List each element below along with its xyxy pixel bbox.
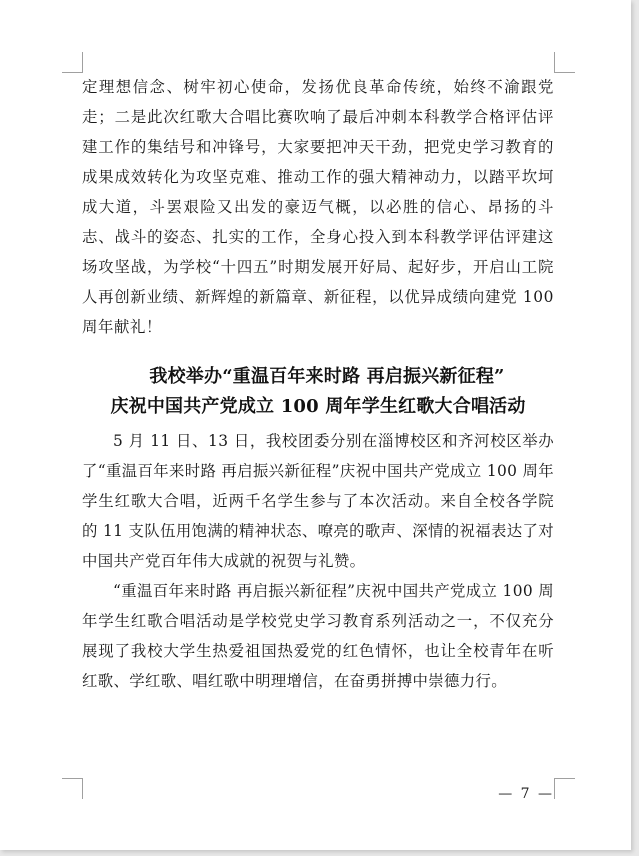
crop-mark-top-left: [62, 52, 83, 73]
body-paragraph-2: 5 月 11 日、13 日，我校团委分别在淄博校区和齐河校区举办了“重温百年来时路 再启振兴新征程”庆祝中国共产党成立 100 周年学生红歌大合唱，近两千名学生参与了本次活动。来自全校各学院的 11 支队伍用饱满的精神状态、嘹亮的歌声、深情的祝福表达了对中国共产党百年伟大成就的祝贺与礼赞。: [82, 432, 554, 570]
article-title: [82, 362, 554, 422]
crop-mark-bottom-left: [62, 778, 83, 799]
page-content: [82, 72, 554, 696]
crop-mark-top-right: [554, 52, 575, 73]
page-number: — 7 —: [498, 786, 554, 802]
crop-mark-bottom-right: [554, 778, 575, 799]
article-title-line-1: 我校举办“重温百年来时路 再启振兴新征程”: [149, 366, 505, 387]
article-title-line-2: 庆祝中国共产党成立 100 周年学生红歌大合唱活动: [110, 396, 526, 417]
body-paragraph-3: “重温百年来时路 再启振兴新征程”庆祝中国共产党成立 100 周年学生红歌合唱活动是学校党史学习教育系列活动之一，不仅充分展现了我校大学生热爱祖国热爱党的红色情怀，也让全校青年在听红歌、学红歌、唱红歌中明理增信，在奋勇拼搏中崇德力行。: [82, 582, 554, 690]
body-paragraph-1: 定理想信念、树牢初心使命，发扬优良革命传统，始终不渝跟党走；二是此次红歌大合唱比赛吹响了最后冲刺本科教学合格评估评建工作的集结号和冲锋号，大家要把冲天干劲，把党史学习教育的成果成效转化为攻坚克难、推动工作的强大精神动力，以踏平坎坷成大道，斗罢艰险又出发的豪迈气概，以必胜的信心、昂扬的斗志、战斗的姿态、扎实的工作，全身心投入到本科教学评估评建这场攻坚战，为学校“十四五”时期发展开好局、起好步，开启山工院人再创新业绩、新辉煌的新篇章、新征程，以优异成绩向建党 100 周年献礼！: [82, 78, 554, 336]
